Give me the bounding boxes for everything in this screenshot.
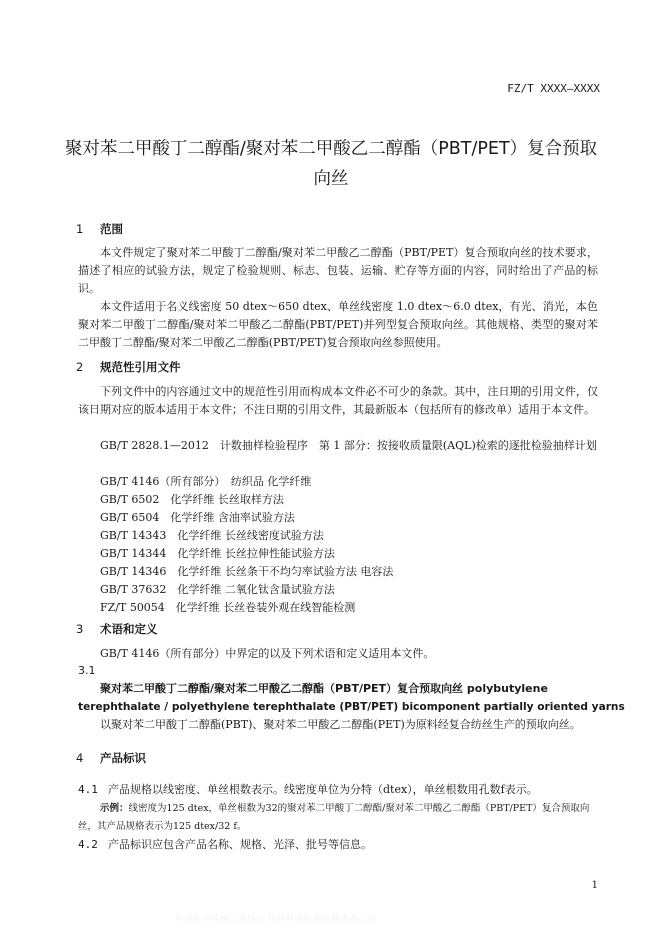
section-2-heading (76, 359, 181, 375)
standard-code: FZ/T XXXX—XXXX (507, 82, 600, 95)
clause-4-1 (78, 781, 538, 799)
page-number: 1 (591, 880, 598, 891)
section-3-heading (76, 621, 158, 637)
reference-item: GB/T 6502 化学纤维 长丝取样方法 (100, 493, 284, 506)
section-4-heading (76, 750, 146, 766)
footer-watermark: 中国化学纤维工业协会 化学纤维标准化技术委员会 (175, 915, 376, 925)
section-1-paragraph-2: 本文件适用于名义线密度 50 dtex～650 dtex、单丝线密度 1.0 dtex～6.0 dtex，有光、消光，本色聚对苯二甲酸丁二醇酯/聚对苯二甲酸乙二醇酯(PBT/PET)并列型复合预取向丝。其他规格、类型的聚对苯二甲酸丁二醇酯/聚对苯二甲酸乙二醇酯(PBT/PET)复合预取向丝参照使用。 (78, 300, 598, 349)
reference-item: GB/T 14343 化学纤维 长丝线密度试验方法 (100, 529, 324, 542)
reference-item: GB/T 6504 化学纤维 含油率试验方法 (100, 511, 295, 524)
reference-item: GB/T 4146（所有部分） 纺织品 化学纤维 (100, 475, 312, 488)
clause-4-2 (78, 836, 372, 854)
clause-4-2-text: 产品标识应包含产品名称、规格、光泽、批号等信息。 (108, 838, 372, 851)
document-title: 聚对苯二甲酸丁二醇酯/聚对苯二甲酸乙二醇酯（PBT/PET）复合预取向丝 (64, 139, 598, 189)
term-name-line-1: 聚对苯二甲酸丁二醇酯/聚对苯二甲酸乙二醇酯（PBT/PET）复合预取向丝 polybutylene (100, 682, 548, 695)
reference-item: GB/T 14344 化学纤维 长丝拉伸性能试验方法 (100, 547, 335, 560)
term-name-line-2: terephthalate / polyethylene terephthalate (PBT/PET) bicomponent partially oriented yarns (78, 701, 625, 713)
section-1-number: 1 (76, 222, 84, 236)
example-label: 示例： (100, 803, 129, 814)
term-number: 3.1 (78, 664, 96, 677)
clause-4-2-number: 4.2 (78, 838, 98, 851)
section-1-heading (76, 221, 123, 237)
section-2-number: 2 (76, 360, 84, 374)
section-4-number: 4 (76, 751, 84, 765)
section-1-paragraph-1: 本文件规定了聚对苯二甲酸丁二醇酯/聚对苯二甲酸乙二醇酯（PBT/PET）复合预取向丝的技术要求，描述了相应的试验方法，规定了检验规则、标志、包装、运输、贮存等方面的内容，同时给出了产品的标识。 (78, 246, 598, 295)
example-note (78, 800, 598, 836)
section-4-title: 产品标识 (100, 751, 146, 765)
clause-4-1-text: 产品规格以线密度、单丝根数表示。线密度单位为分特（dtex），单丝根数用孔数f表示。 (108, 783, 538, 796)
clause-4-1-number: 4.1 (78, 783, 98, 796)
reference-item: GB/T 37632 化学纤维 二氧化钛含量试验方法 (100, 583, 335, 596)
reference-item: FZ/T 50054 化学纤维 长丝卷装外观在线智能检测 (100, 601, 356, 614)
section-3-paragraph-1: GB/T 4146（所有部分）中界定的以及下列术语和定义适用本文件。 (100, 647, 435, 660)
reference-item: GB/T 14346 化学纤维 长丝条干不均匀率试验方法 电容法 (100, 565, 394, 578)
example-text: 线密度为125 dtex，单丝根数为32的聚对苯二甲酸丁二醇酯/聚对苯二甲酸乙二醇酯（PBT/PET）复合预取向丝，其产品规格表示为125 dtex/32 f。 (78, 803, 590, 832)
section-2-title: 规范性引用文件 (100, 360, 181, 374)
reference-item: GB/T 2828.1—2012 计数抽样检验程序 第 1 部分：按接收质量限(AQL)检索的逐批检验抽样计划 (100, 439, 597, 452)
term-definition: 以聚对苯二甲酸丁二醇酯(PBT)、聚对苯二甲酸乙二醇酯(PET)为原料经复合纺丝生产的预取向丝。 (100, 718, 581, 731)
section-3-title: 术语和定义 (100, 622, 158, 636)
section-1-title: 范围 (100, 222, 123, 236)
section-2-paragraph-1: 下列文件中的内容通过文中的规范性引用而构成本文件必不可少的条款。其中，注日期的引用文件，仅该日期对应的版本适用于本文件；不注日期的引用文件，其最新版本（包括所有的修改单）适用于本文件。 (78, 385, 598, 416)
section-3-number: 3 (76, 622, 84, 636)
